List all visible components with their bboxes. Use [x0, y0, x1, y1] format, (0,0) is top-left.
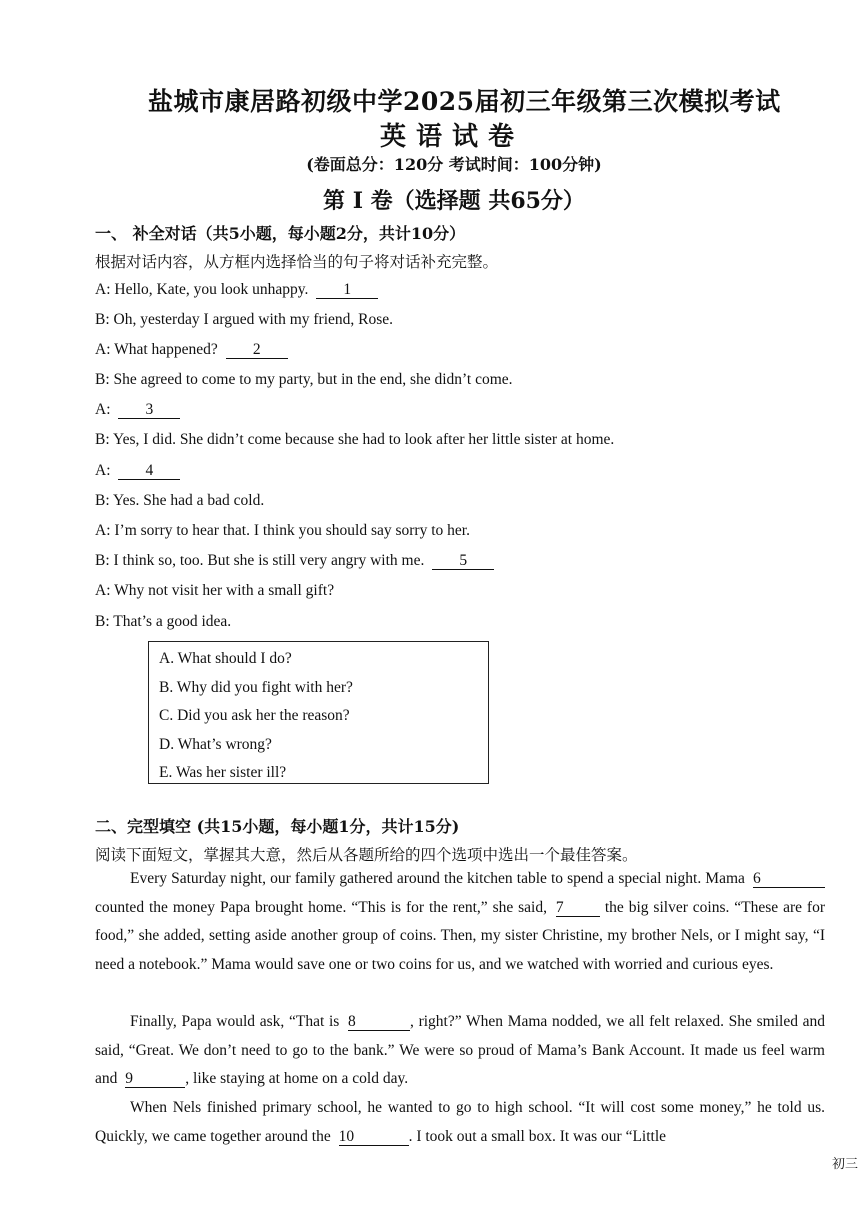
option-item: D. What’s wrong? [159, 736, 272, 753]
section2-heading: 二、完型填空 (共15小题，每小题1分，共计15分) [95, 817, 460, 836]
dialogue-line: B: She agreed to come to my party, but in the end, she didn’t come. [95, 371, 513, 388]
exam-title: 盐城市康居路初级中学2025届初三年级第三次模拟考试 [148, 87, 781, 116]
section1-heading: 一、 补全对话（共5小题，每小题2分，共计10分） [95, 224, 466, 243]
dialogue-line: B: That’s a good idea. [95, 613, 232, 630]
section1-instruction: 根据对话内容，从方框内选择恰当的句子将对话补充完整。 [95, 253, 499, 271]
dialogue-line: A: Hello, Kate, you look unhappy. 1 [95, 281, 378, 299]
dialogue-line: B: Yes, I did. She didn’t come because she had to look after her little sister at home. [95, 431, 615, 448]
passage-paragraph-2: Finally, Papa would ask, “That is 8 , right?” When Mama nodded, we all felt relaxed. She smiled and said, “Great. We don’t need to go to the bank.” We were so proud of Mama’s Bank Account. It made us feel warm and 9 , like staying at home on a cold day. [95, 1013, 826, 1088]
part-title: 第 I 卷（选择题 共65分） [323, 188, 585, 214]
answer-blank: 2 [226, 341, 288, 359]
score-info: (卷面总分：120分 考试时间：100分钟) [306, 155, 602, 174]
dialogue-line: B: Yes. She had a bad cold. [95, 492, 265, 509]
passage-paragraph-3: When Nels finished primary school, he wanted to go to high school. “It will cost some money,” he told us. Quickly, we came together around the 10 . I took out a small box. It was our “Little [95, 1099, 825, 1145]
dialogue-line: B: I think so, too. But she is still very angry with me. 5 [95, 552, 494, 570]
dialogue-line: B: Oh, yesterday I argued with my friend, Rose. [95, 311, 394, 328]
dialogue-line: A: What happened? 2 [95, 341, 288, 359]
cloze-blank: 6 [753, 870, 825, 888]
option-item: E. Was her sister ill? [159, 764, 287, 781]
dialogue-line: A: I’m sorry to hear that. I think you should say sorry to her. [95, 522, 470, 539]
answer-blank: 4 [118, 462, 180, 480]
dialogue-line: A: 3 [95, 401, 180, 419]
dialogue-line: A: Why not visit her with a small gift? [95, 582, 335, 599]
cloze-blank: 7 [556, 899, 600, 917]
page-footer: 初三 [832, 1157, 859, 1172]
cloze-blank: 9 [125, 1070, 185, 1088]
passage-paragraph-1: Every Saturday night, our family gathered around the kitchen table to spend a special night. Mama 6 counted the money Papa brought home. “This is for the rent,” she said, 7 the big silver coins. “These are for food,” she added, setting aside another group of coins. Then, my sister Christine, my brother Nels, or I might say, “I need a notebook.” Mama would save one or two coins for us, and we watched with worried and curious eyes. [95, 870, 826, 973]
option-item: C. Did you ask her the reason? [159, 707, 350, 724]
answer-blank: 5 [432, 552, 494, 570]
section2-instruction: 阅读下面短文，掌握其大意，然后从各题所给的四个选项中选出一个最佳答案。 [95, 846, 638, 864]
cloze-blank: 10 [339, 1128, 409, 1146]
option-item: B. Why did you fight with her? [159, 679, 353, 696]
option-item: A. What should I do? [159, 650, 292, 667]
cloze-blank: 8 [348, 1013, 410, 1031]
answer-blank: 3 [118, 401, 180, 419]
subject-title: 英语试卷 [379, 122, 524, 152]
dialogue-line: A: 4 [95, 462, 180, 480]
answer-blank: 1 [316, 281, 378, 299]
options-box [148, 641, 489, 784]
